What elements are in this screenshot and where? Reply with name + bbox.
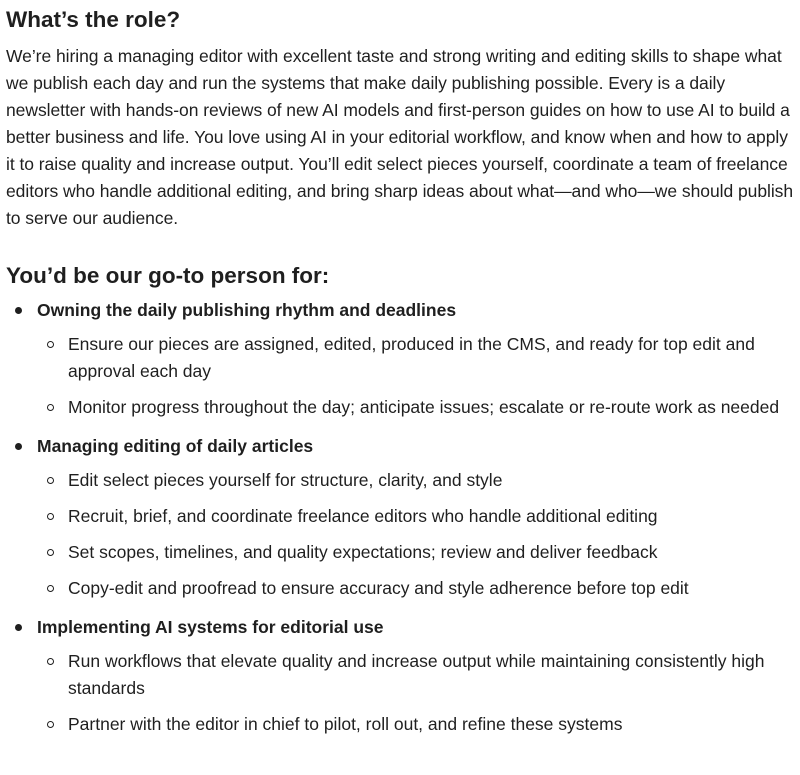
list-item — [37, 394, 794, 421]
list-item-text: Edit select pieces yourself for structure, clarity, and style — [68, 470, 503, 490]
list-item — [37, 331, 794, 385]
bullet-circle-icon — [47, 658, 54, 665]
responsibilities-title: You’d be our go-to person for: — [6, 263, 330, 288]
bullet-circle-icon — [47, 549, 54, 556]
role-intro-paragraph: We’re hiring a managing editor with excellent taste and strong writing and editing skills to shape what we publish each day and run the systems that make daily publishing possible. Every is a daily newsletter with hands-on reviews of new AI models and first-person guides on how to use AI to build a better business and life. You love using AI in your editorial workflow, and know when and how to apply it to raise quality and increase output. You’ll edit select pieces yourself, coordinate a team of freelance editors who handle additional editing, and bring sharp ideas about what—and who—we should publish to serve our audience. — [6, 46, 794, 228]
list-item — [37, 467, 794, 494]
bullet-circle-icon — [47, 585, 54, 592]
bullet-circle-icon — [47, 513, 54, 520]
list-item-text: Set scopes, timelines, and quality expectations; review and deliver feedback — [68, 542, 658, 562]
bullet-circle-icon — [47, 404, 54, 411]
sub-list — [37, 467, 794, 602]
list-item-text: Ensure our pieces are assigned, edited, produced in the CMS, and ready for top edit and approval each day — [68, 334, 755, 381]
list-item-text: Copy-edit and proofread to ensure accuracy and style adherence before top edit — [68, 578, 689, 598]
list-item — [37, 648, 794, 702]
sub-list — [37, 648, 794, 738]
responsibility-heading: Owning the daily publishing rhythm and deadlines — [37, 300, 457, 320]
bullet-disc-icon — [15, 307, 22, 314]
section-title: What’s the role? — [6, 7, 181, 32]
bullet-disc-icon — [15, 443, 22, 450]
sub-list — [37, 331, 794, 421]
list-item — [6, 432, 794, 602]
responsibility-heading: Implementing AI systems for editorial use — [37, 617, 384, 637]
list-item-text: Partner with the editor in chief to pilot, roll out, and refine these systems — [68, 714, 623, 734]
list-item — [37, 503, 794, 530]
list-item — [6, 613, 794, 738]
list-item-text: Monitor progress throughout the day; anticipate issues; escalate or re-route work as needed — [68, 397, 780, 417]
list-item — [37, 539, 794, 566]
bullet-disc-icon — [15, 624, 22, 631]
list-item-text: Run workflows that elevate quality and increase output while maintaining consistently high standards — [68, 651, 765, 698]
list-item — [6, 296, 794, 421]
bullet-circle-icon — [47, 477, 54, 484]
responsibility-heading: Managing editing of daily articles — [37, 436, 314, 456]
responsibilities-list — [6, 296, 794, 738]
bullet-circle-icon — [47, 721, 54, 728]
list-item-text: Recruit, brief, and coordinate freelance editors who handle additional editing — [68, 506, 658, 526]
list-item — [37, 575, 794, 602]
list-item — [37, 711, 794, 738]
bullet-circle-icon — [47, 341, 54, 348]
